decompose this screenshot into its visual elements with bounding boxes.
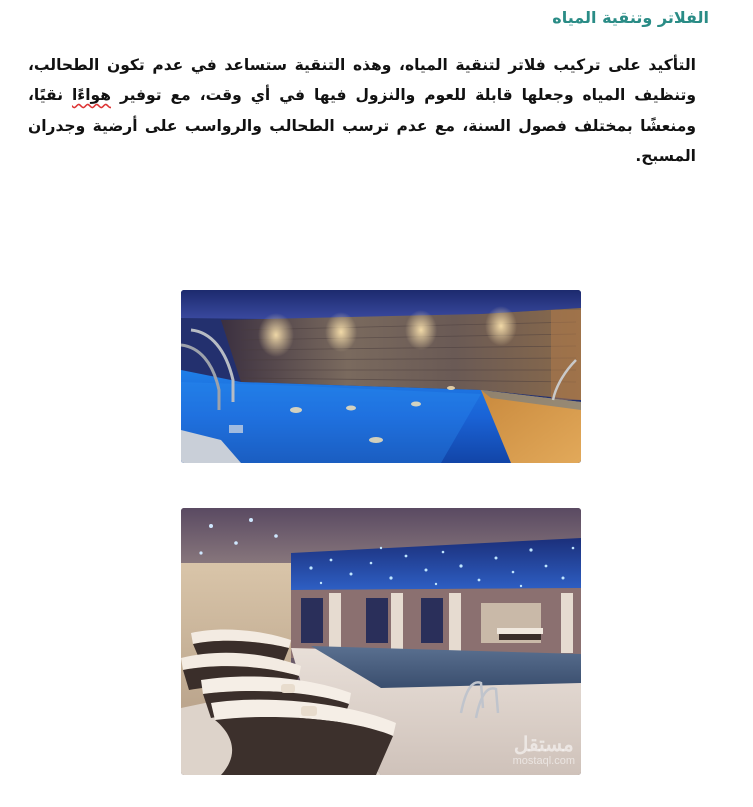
pool-photo-starry-ceiling <box>181 508 581 775</box>
pool-photo-stone-wall-image <box>181 290 581 463</box>
section-paragraph <box>28 50 696 172</box>
spellcheck-flagged-word[interactable]: هواءًا <box>71 86 111 104</box>
paragraph-text-start: التأكيد على تركيب فلاتر لتنقية المياه، وهذه التنقية ستساعد في عدم تكون الطحالب، وتنظيف المياه وجعلها قابلة للعوم والنزول فيها في أي وقت، مع توفير <box>28 55 696 104</box>
watermark-latin: mostaql.com <box>512 755 575 767</box>
section-heading: الفلاتر وتنقية المياه <box>552 8 709 27</box>
pool-photo-stone-wall <box>181 290 581 463</box>
watermark-arabic: مستقل <box>513 734 574 756</box>
mostaql-watermark <box>513 735 575 767</box>
paragraph-text-end: نقيًا، ومنعشًا بمختلف فصول السنة، مع عدم ترسب الطحالب والرواسب على أرضية وجدران المسبح. <box>28 86 696 165</box>
